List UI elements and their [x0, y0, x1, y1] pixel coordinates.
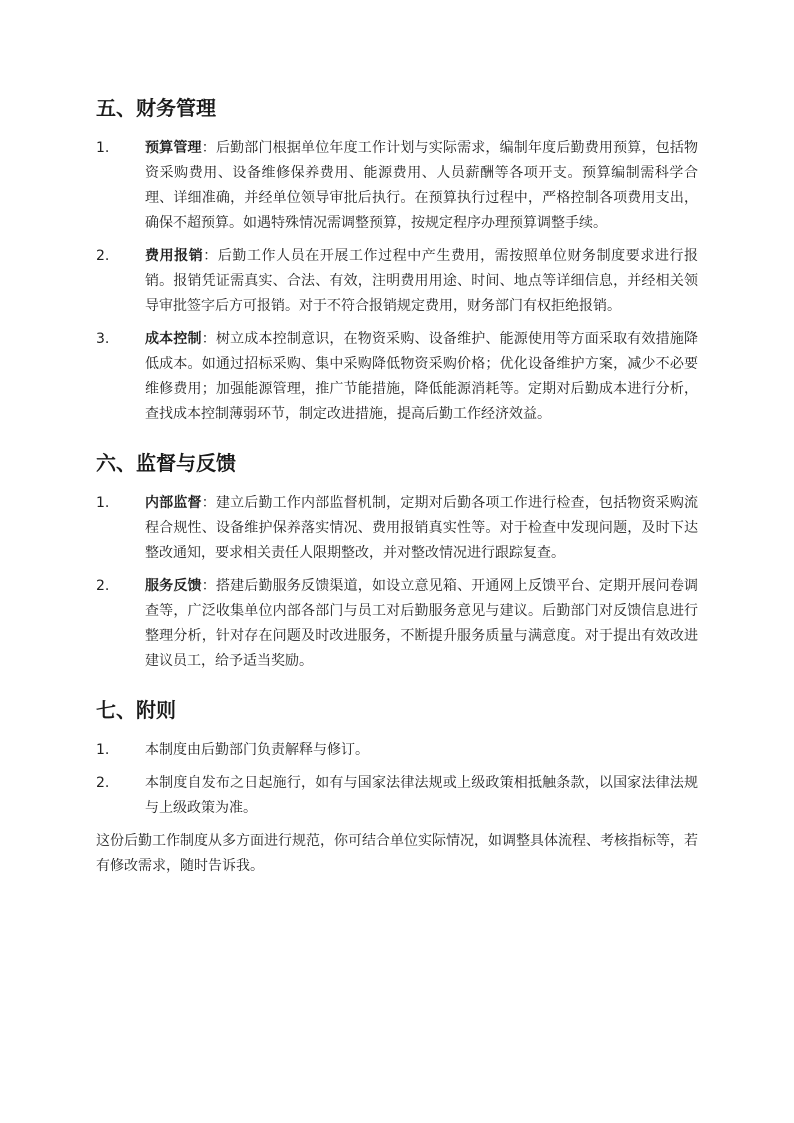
item-body: 树立成本控制意识，在物资采购、设备维护、能源使用等方面采取有效措施降低成本。如通过招标采购、集中采购降低物资采购价格；优化设备维护方案，减少不必要维修费用；加强能源管理，推广节能措施，降低能源消耗等。定期对后勤成本进行分析，查找成本控制薄弱环节，制定改进措施，提高后勤工作经济效益。	[145, 331, 699, 422]
section-supplementary	[96, 696, 698, 821]
numbered-list	[96, 738, 698, 821]
numbered-list	[96, 491, 698, 674]
item-text	[145, 574, 698, 674]
list-item	[96, 327, 698, 427]
item-body: 搭建后勤服务反馈渠道，如设立意见箱、开通网上反馈平台、定期开展问卷调查等，广泛收集单位内部各部门与员工对后勤服务意见与建议。后勤部门对反馈信息进行整理分析，针对存在问题及时改进服务，不断提升服务质量与满意度。对于提出有效改进建议员工，给予适当奖励。	[145, 578, 699, 669]
item-text	[145, 771, 698, 821]
item-separator: ：	[203, 248, 218, 264]
list-item	[96, 771, 698, 821]
item-text	[145, 738, 698, 763]
section-supervision	[96, 449, 698, 674]
item-number: 1.	[96, 140, 110, 156]
item-number: 1.	[96, 742, 110, 758]
item-body: 后勤部门根据单位年度工作计划与实际需求，编制年度后勤费用预算，包括物资采购费用、设备维修保养费用、能源费用、人员薪酬等各项开支。预算编制需科学合理、详细准确，并经单位领导审批后执行。在预算执行过程中，严格控制各项费用支出，确保不超预算。如遇特殊情况需调整预算，按规定程序办理预算调整手续。	[145, 140, 699, 231]
list-item	[96, 491, 698, 566]
list-item	[96, 136, 698, 236]
item-number: 2.	[96, 248, 110, 264]
item-separator: ：	[201, 140, 216, 156]
numbered-list	[96, 136, 698, 427]
item-term: 内部监督	[145, 495, 202, 511]
item-term: 预算管理	[145, 140, 202, 156]
section-title: 六、监督与反馈	[96, 451, 236, 475]
section-title: 七、附则	[96, 698, 176, 722]
list-item	[96, 244, 698, 319]
list-item	[96, 738, 698, 763]
section-title: 五、财务管理	[96, 96, 216, 120]
item-term: 费用报销	[145, 248, 204, 264]
item-separator: ：	[201, 331, 216, 347]
item-number: 1.	[96, 495, 110, 511]
item-term: 成本控制	[145, 331, 202, 347]
item-body: 本制度由后勤部门负责解释与修订。	[145, 742, 369, 758]
item-body: 本制度自发布之日起施行，如有与国家法律法规或上级政策相抵触条款，以国家法律法规与上级政策为准。	[145, 775, 698, 816]
item-text	[145, 491, 698, 566]
item-separator: ：	[201, 495, 216, 511]
section-finance	[96, 94, 698, 427]
item-term: 服务反馈	[145, 578, 202, 594]
item-text	[145, 136, 698, 236]
item-text	[145, 244, 698, 319]
item-body: 后勤工作人员在开展工作过程中产生费用，需按照单位财务制度要求进行报销。报销凭证需真实、合法、有效，注明费用用途、时间、地点等详细信息，并经相关领导审批签字后方可报销。对于不符合报销规定费用，财务部门有权拒绝报销。	[145, 248, 699, 314]
item-number: 2.	[96, 578, 110, 594]
closing-paragraph: 这份后勤工作制度从多方面进行规范，你可结合单位实际情况，如调整具体流程、考核指标等，若有修改需求，随时告诉我。	[96, 833, 698, 874]
item-separator: ：	[201, 578, 216, 594]
item-text	[145, 327, 698, 427]
list-item	[96, 574, 698, 674]
item-number: 3.	[96, 331, 110, 347]
item-number: 2.	[96, 775, 110, 791]
item-body: 建立后勤工作内部监督机制，定期对后勤各项工作进行检查，包括物资采购流程合规性、设备维护保养落实情况、费用报销真实性等。对于检查中发现问题，及时下达整改通知，要求相关责任人限期整改，并对整改情况进行跟踪复查。	[145, 495, 699, 561]
